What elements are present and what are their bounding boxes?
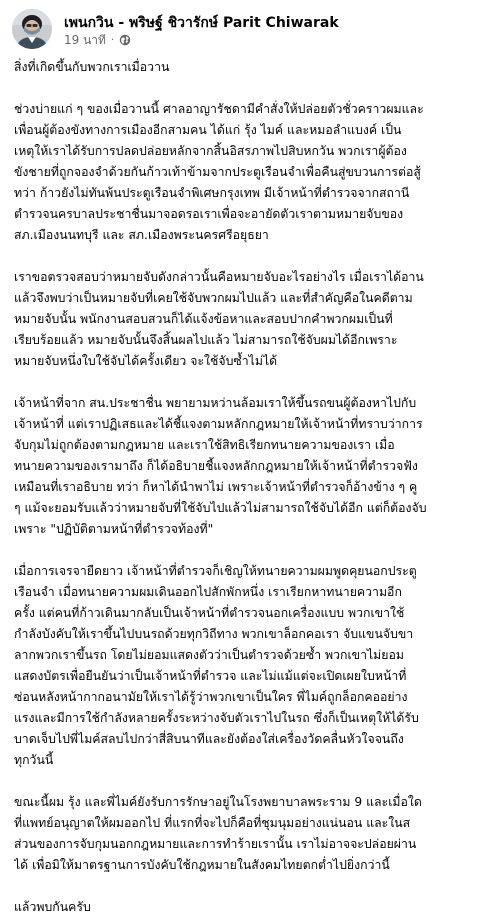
text-line: แล้วพบกันครับ [14, 900, 91, 914]
text-line: ส่วนของการจับกุมนอกกฎหมายและการทำร้ายเรานั้น เราไม่อาจจะปล่อยผ่าน [14, 837, 417, 851]
text-line: ขังชายที่ถูกจองจำด้วยกันก้าวเท้าข้ามจากประตูเรือนจำเพื่อคืนสู่ขบวนการต่อสู้ [14, 165, 421, 179]
text-line: เพื่อนผู้ต้องขังทางการเมืองอีกสามคน ได้แก่ รุ้ง ไมค์ และหมอลำแบงค์ เป็น [14, 123, 402, 137]
avatar-photo-icon [12, 9, 52, 49]
text-line: สภ.เมืองนนทบุรี และ สภ.เมืองพระนครศรีอยุธยา [14, 228, 269, 242]
text-line: ที่แพทย์อนุญาตให้ผมออกไป ที่แรกที่จะไปก็คือที่ชุมนุมอย่างแน่นอน และในส [14, 816, 411, 830]
text-line: เพราะ "ปฏิบัติตามหน้าที่ตำรวจท้องที่" [14, 522, 214, 536]
paragraph [14, 267, 484, 372]
text-line: แล้วจึงพบว่าเป็นหมายจับที่เคยใช้จับพวกผมไปแล้ว และที่สำคัญคือในคดีตาม [14, 291, 413, 305]
text-line: เมื่อการเจรจายืดยาว เจ้าหน้าที่ตำรวจก็เชิญให้ทนายความผมพูดคุยนอกประตู [14, 564, 417, 578]
text-line: เรียบร้อยแล้ว หมายจับนั้นจึงสิ้นผลไปแล้ว ไม่สามารถใช้จับผมได้อีกเพราะ [14, 333, 398, 347]
post-header [12, 9, 484, 55]
text-line: ทว่า ก้าวยังไม่ทันพ้นประตูเรือนจำพิเศษกรุงเทพ มีเจ้าหน้าที่ตำรวจจากสถานี [14, 186, 410, 200]
text-line: ตำรวจนครบาลประชาชื่นมาจอดรอเราเพื่อจะอายัดตัวเราตามหมายจับของ [14, 207, 404, 221]
paragraph [14, 99, 484, 246]
text-line: ๆ แม้จะยอมรับแล้วว่าหมายจับที่ใช้จับไปแล้วไม่สามารถใช้จับได้อีก แต่ก็ต้องจับ [14, 501, 427, 515]
text-line: ขณะนี้ผม รุ้ง และพี่ไมค์ยังรับการรักษาอยู่ในโรงพยาบาลพระราม 9 และเมื่อใด [14, 795, 422, 809]
text-line: กำลังบังคับให้เราขึ้นไปบนรถด้วยทุกวิถีทาง พวกเขาล็อกคอเรา จับแขนจับขา [14, 627, 414, 641]
text-line: ช่วงบ่ายแก่ ๆ ของเมื่อวานนี้ ศาลอาญารัชดามีคำสั่งให้ปล่อยตัวชั่วคราวผมและ [14, 102, 424, 116]
post-timestamp[interactable]: 19 นาที [64, 32, 106, 47]
text-line: เราขอตรวจสอบว่าหมายจับดังกล่าวนั้นคือหมายจับอะไรอย่างไร เมื่อเราได้อาน [14, 270, 424, 284]
globe-icon[interactable] [119, 34, 131, 46]
text-line: ทนายความของเรามาถึง ก็ได้อธิบายชี้แจงหลักกฎหมายให้เจ้าหน้าที่ตำรวจฟัง [14, 459, 418, 473]
post-meta [64, 32, 131, 48]
paragraph [14, 393, 484, 540]
paragraph [14, 897, 484, 918]
text-line: ได้ เพื่อมิให้มาตรฐานการบังคับใช้กฎหมายในสังคมไทยตกต่ำไปยิ่งกว่านี้ [14, 858, 390, 872]
author-avatar[interactable] [12, 9, 52, 49]
text-line: เหมือนที่เราอธิบาย ทว่า ก็หาได้นำพาไม่ เพราะเจ้าหน้าที่ตำรวจก็อ้างข้าง ๆ คู [14, 480, 418, 494]
text-line: แรงและมีการใช้กำลังหลายครั้งระหว่างจับตัวเราไปในรถ ซึ่งก็เป็นเหตุให้ได้รับ [14, 711, 419, 725]
author-name[interactable]: เพนกวิน - พริษฐ์ ชิวารักษ์ Parit Chiwarak [64, 15, 339, 31]
text-line: บาดเจ็บไปพี่ไมค์สลบไปกว่าสี่สิบนาทีและยังต้องใส่เครื่องวัดคลื่นหัวใจจนถึง [14, 732, 404, 746]
text-line: เจ้าหน้าที่จาก สน.ประชาชื่น พยายามหว่านล้อมเราให้ขึ้นรถขนผู้ต้องหาไปกับ [14, 396, 417, 410]
text-line: ลากพวกเราขึ้นรถ โดยไม่ยอมแสดงตัวว่าเป็นตำรวจด้วยซ้ำ พวกเขาไม่ยอม [14, 648, 404, 662]
text-line: เหตุให้เราได้รับการปลดปล่อยหลักจากสิ้นอิสรภาพไปสิบหกวัน พวกเราผู้ต้อง [14, 144, 407, 158]
text-line: เจ้าหน้าที่ แต่เราปฏิเสธและได้ชี้แจงตามหลักกฎหมายให้เจ้าหน้าที่ทราบว่าการ [14, 417, 423, 431]
text-line: เรือนจำ เมื่อทนายความผมเดินออกไปสักพักหนึ่ง เราเรียกหาทนายความอีก [14, 585, 402, 599]
meta-separator: · [110, 34, 115, 46]
text-line: ทุกวันนี้ [14, 753, 54, 767]
paragraph [14, 561, 484, 771]
text-line: จับกุมไม่ถูกต้องตามกฎหมาย และเราใช้สิทธิเรียกทนายความของเรา เมื่อ [14, 438, 395, 452]
text-line: สิ่งที่เกิดขึ้นกับพวกเราเมื่อวาน [14, 60, 170, 74]
paragraph [14, 57, 484, 78]
text-line: แสดงบัตรเพื่อยืนยันว่าเป็นเจ้าหน้าที่ตำรวจ และไม่แม้แต่จะเปิดเผยใบหน้าที่ [14, 669, 407, 683]
paragraph [14, 792, 484, 876]
text-line: ครั้ง แต่คนที่ก้าวเดินมากลับเป็นเจ้าหน้าที่ตำรวจนอกเครื่องแบบ พวกเขาใช้ [14, 606, 405, 620]
post-body [14, 57, 484, 918]
text-line: ซ่อนหลังหน้ากากอนามัยให้เราได้รู้ว่าพวกเขาเป็นใคร พี่ไมค์ถูกล็อกคออย่าง [14, 690, 408, 704]
text-line: หมายจับนั้น พนักงานสอบสวนก็ได้แจ้งข้อหาและสอบปากคำพวกผมเป็นที่ [14, 312, 393, 326]
text-line: หมายจับหนึ่งใบใช้จับได้ครั้งเดียว จะใช้จับซ้ำไม่ได้ [14, 354, 278, 368]
